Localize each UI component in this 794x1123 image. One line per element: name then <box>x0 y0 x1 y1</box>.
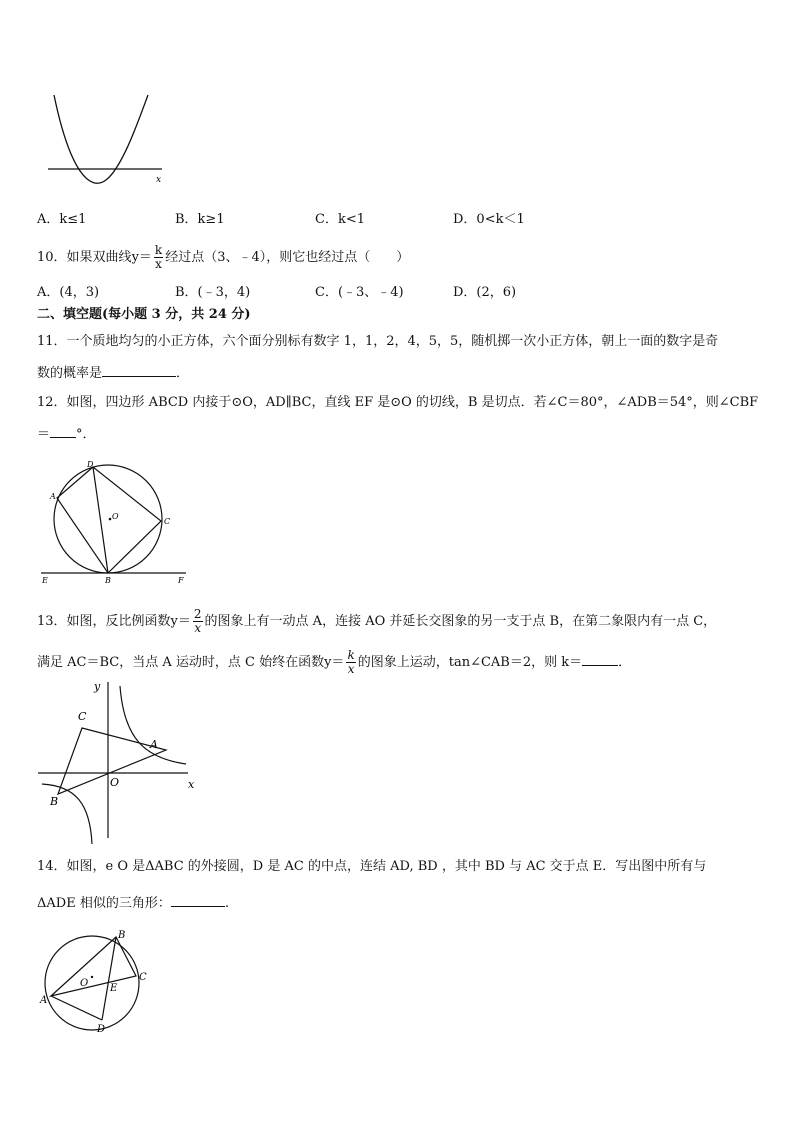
q12-line2b: °． <box>76 427 96 442</box>
q11-end: ． <box>176 366 190 381</box>
q10-option-d[interactable]: D．(2，6) <box>453 285 517 300</box>
q14-label-e: E <box>110 983 118 994</box>
q13-f2-num: k <box>347 648 355 662</box>
q10-question <box>37 244 409 271</box>
section-heading: 二、填空题(每小题 3 分，共 24 分) <box>37 307 251 322</box>
q14-label-b: B <box>118 930 126 941</box>
q13-label-b: B <box>50 795 59 808</box>
q10-option-c[interactable]: C．(﹣3、﹣4) <box>315 285 404 300</box>
q13-line1-pre: 13．如图，反比例函数 <box>37 614 171 629</box>
q13-answer-blank[interactable] <box>582 653 618 666</box>
q11-answer-blank[interactable] <box>102 364 176 377</box>
q9-option-b[interactable]: B．k≥1 <box>175 212 225 227</box>
q13-f1-den: x <box>194 621 202 635</box>
q12-circle-figure <box>38 458 198 588</box>
q10-eq: y＝ <box>131 250 152 265</box>
q13-label-c: C <box>78 710 87 723</box>
q11-line1: 11．一个质地均匀的小正方体，六个面分别标有数字 1，1，2，4，5，5，随机掷一次小正方体，朝上一面的数字是奇 <box>37 334 719 349</box>
q13-fraction-2 <box>346 649 355 676</box>
q14-label-c: C <box>139 972 147 983</box>
q12-line1: 12．如图，四边形 ABCD 内接于⊙O，AD∥BC，直线 EF 是⊙O 的切线，B 是切点．若∠C＝80°，∠ADB＝54°，则∠CBF <box>37 395 759 410</box>
q11-line2 <box>37 364 189 383</box>
q14-line2 <box>37 894 229 913</box>
q13-line2-pre: 满足 AC＝BC，当点 A 运动时，点 C 始终在函数 <box>37 655 325 670</box>
q14-answer-blank[interactable] <box>171 894 225 907</box>
q13-f2-den: x <box>347 662 355 676</box>
q12-label-b: B <box>105 576 111 585</box>
q12-label-a: A <box>50 492 56 501</box>
q13-line1-post: 的图象上有一动点 A，连接 AO 并延长交图象的另一支于点 B，在第二象限内有一点 C， <box>204 614 717 629</box>
q10-option-a[interactable]: A．(4，3) <box>37 285 100 300</box>
q13-line2-end: ． <box>618 655 632 670</box>
q9-option-d[interactable]: D．0<k＜1 <box>453 212 525 227</box>
q10-option-b[interactable]: B．(﹣3，4) <box>175 285 251 300</box>
q9-option-c[interactable]: C．k<1 <box>315 212 365 227</box>
q12-label-e: E <box>42 576 48 585</box>
q10-frac-den: x <box>155 257 162 271</box>
q12-label-d: D <box>87 460 94 469</box>
q13-eq1: y＝ <box>170 614 191 629</box>
q9-option-a[interactable]: A．k≤1 <box>37 212 87 227</box>
q13-label-y: y <box>94 680 101 693</box>
q13-fraction-1 <box>193 608 203 635</box>
q13-line2 <box>37 649 631 676</box>
q13-f1-num: 2 <box>193 607 202 621</box>
q12-line2 <box>37 425 96 444</box>
q12-answer-blank[interactable] <box>50 425 76 438</box>
q10-post: 经过点（3、﹣4），则它也经过点（ ） <box>165 250 410 265</box>
q12-label-f: F <box>178 576 184 585</box>
q13-line2-post: 的图象上运动，tan∠CAB＝2，则 k＝ <box>357 655 583 670</box>
q14-line1: 14．如图，e O 是ΔABC 的外接圆，D 是 AC 的中点，连结 AD, BD ，其中 BD 与 AC 交于点 E．写出图中所有与 <box>37 859 707 874</box>
q10-fraction <box>154 244 163 271</box>
q14-line2-text: ΔADE 相似的三角形： <box>37 896 171 911</box>
q14-end: . <box>224 896 229 911</box>
q10-number: 10． <box>37 250 67 265</box>
q14-circle-figure <box>36 925 166 1040</box>
q13-hyperbola-figure <box>36 678 206 848</box>
q14-label-o: O <box>80 978 89 989</box>
q12-line2a: ＝ <box>37 427 51 442</box>
q9-parabola-figure <box>40 92 170 187</box>
q12-label-o: O <box>112 512 119 521</box>
q9-axis-label: x <box>156 175 162 185</box>
q13-label-o: O <box>110 776 120 789</box>
q13-line1 <box>37 608 716 635</box>
q13-eq2: y＝ <box>324 655 345 670</box>
q11-line2-text: 数的概率是 <box>37 366 103 381</box>
q10-frac-num: k <box>154 243 163 257</box>
q10-options <box>37 281 757 299</box>
q13-label-a: A <box>150 738 158 751</box>
q14-label-d: D <box>97 1024 106 1035</box>
q12-label-c: C <box>164 517 171 526</box>
q10-pre: 如果双曲线 <box>66 250 132 265</box>
q9-options <box>37 208 757 226</box>
q14-label-a: A <box>40 995 48 1006</box>
q13-label-x: x <box>188 778 195 791</box>
